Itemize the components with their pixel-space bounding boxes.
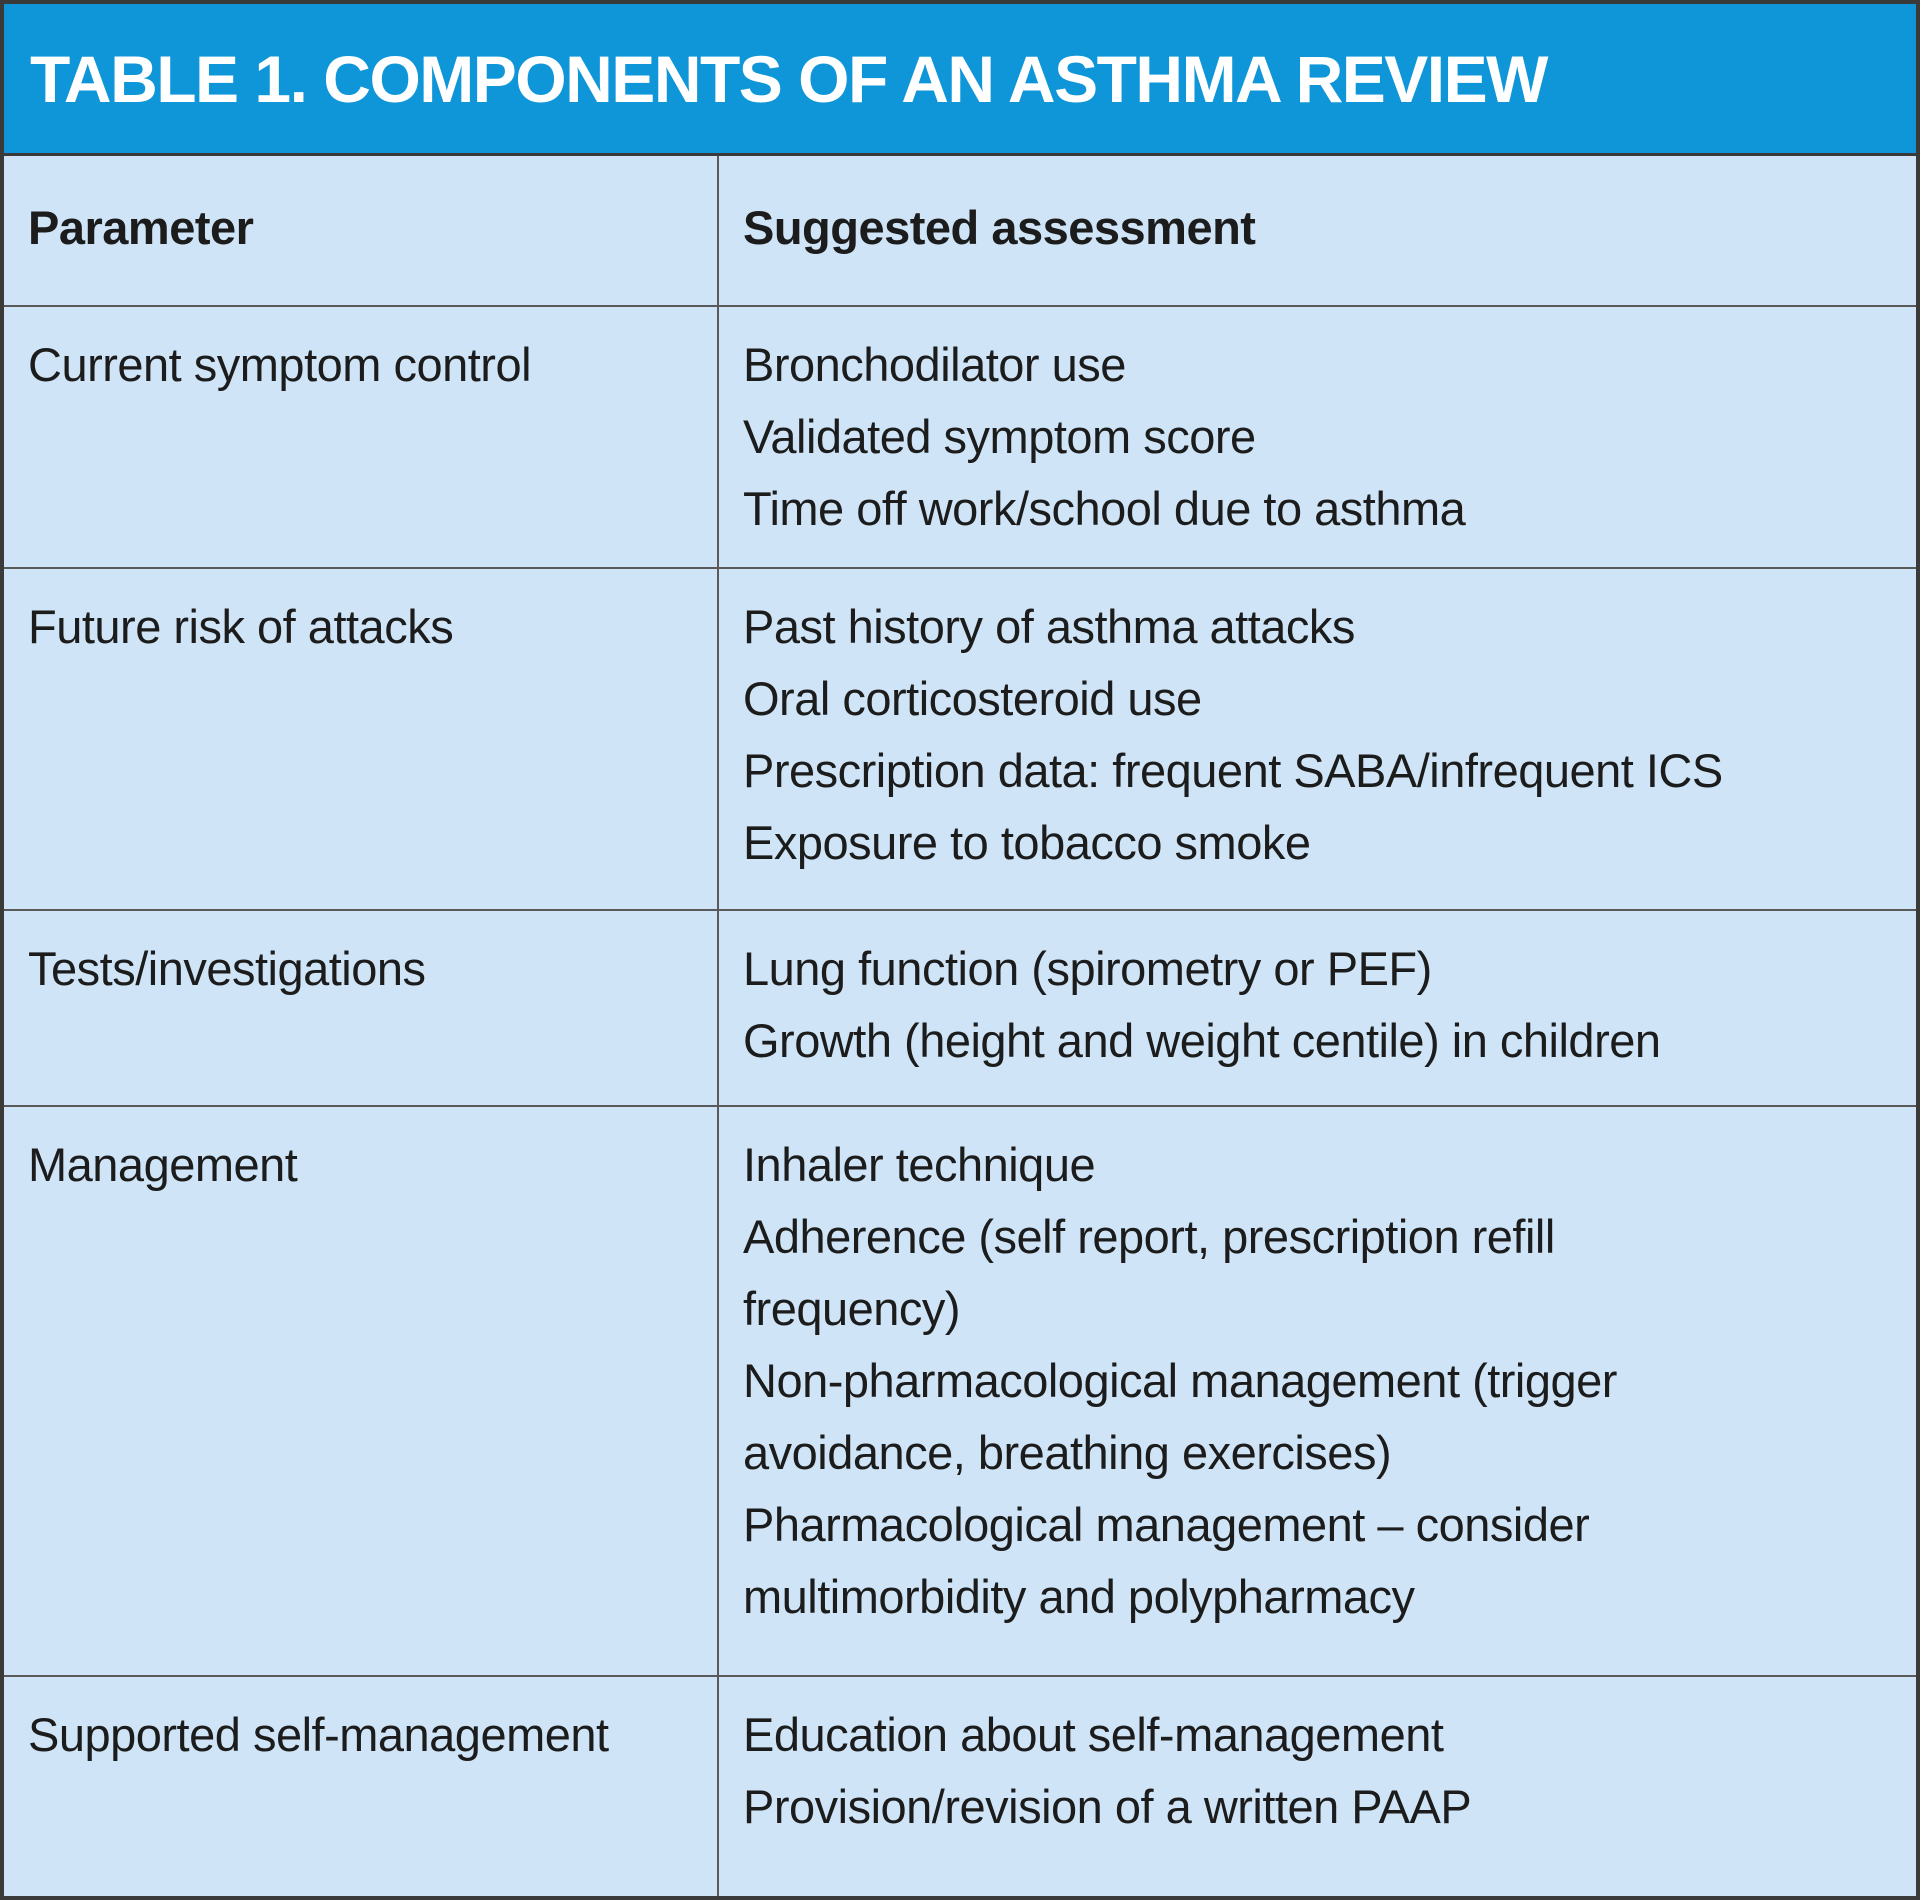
assessment-item: Bronchodilator use — [743, 338, 1126, 391]
table-title: TABLE 1. COMPONENTS OF AN ASTHMA REVIEW — [30, 41, 1547, 116]
assessment-item: multimorbidity and polypharmacy — [743, 1570, 1415, 1623]
table-row — [4, 568, 1916, 910]
assessment-item: Exposure to tobacco smoke — [743, 816, 1311, 869]
assessment-item: Prescription data: frequent SABA/infrequent ICS — [743, 744, 1723, 797]
parameter-cell: Supported self-management — [4, 1676, 718, 1900]
assessment-cell — [718, 1106, 1916, 1676]
parameter-cell: Future risk of attacks — [4, 568, 718, 910]
parameter-cell: Tests/investigations — [4, 910, 718, 1106]
table-row — [4, 306, 1916, 568]
assessment-item: Adherence (self report, prescription refill — [743, 1210, 1555, 1263]
assessment-item: frequency) — [743, 1282, 961, 1335]
assessment-item: Past history of asthma attacks — [743, 600, 1355, 653]
assessment-cell — [718, 568, 1916, 910]
assessment-item: Pharmacological management – consider — [743, 1498, 1590, 1551]
header-row — [4, 156, 1916, 306]
assessment-item: Lung function (spirometry or PEF) — [743, 942, 1432, 995]
header-assessment: Suggested assessment — [718, 156, 1916, 306]
assessment-item: avoidance, breathing exercises) — [743, 1426, 1392, 1479]
assessment-item: Oral corticosteroid use — [743, 672, 1202, 725]
parameter-cell: Current symptom control — [4, 306, 718, 568]
assessment-item: Non-pharmacological management (trigger — [743, 1354, 1617, 1407]
assessment-item: Inhaler technique — [743, 1138, 1096, 1191]
assessment-item: Validated symptom score — [743, 410, 1256, 463]
table-title-bar — [4, 4, 1916, 156]
table-row — [4, 1676, 1916, 1900]
assessment-item: Education about self-management — [743, 1708, 1444, 1761]
table-row — [4, 1106, 1916, 1676]
assessment-item: Growth (height and weight centile) in children — [743, 1014, 1661, 1067]
parameter-cell: Management — [4, 1106, 718, 1676]
assessment-cell — [718, 910, 1916, 1106]
assessment-item: Time off work/school due to asthma — [743, 482, 1466, 535]
assessment-cell — [718, 306, 1916, 568]
assessment-cell — [718, 1676, 1916, 1900]
components-table — [4, 156, 1916, 1900]
table-row — [4, 910, 1916, 1106]
header-parameter: Parameter — [4, 156, 718, 306]
assessment-item: Provision/revision of a written PAAP — [743, 1780, 1472, 1833]
